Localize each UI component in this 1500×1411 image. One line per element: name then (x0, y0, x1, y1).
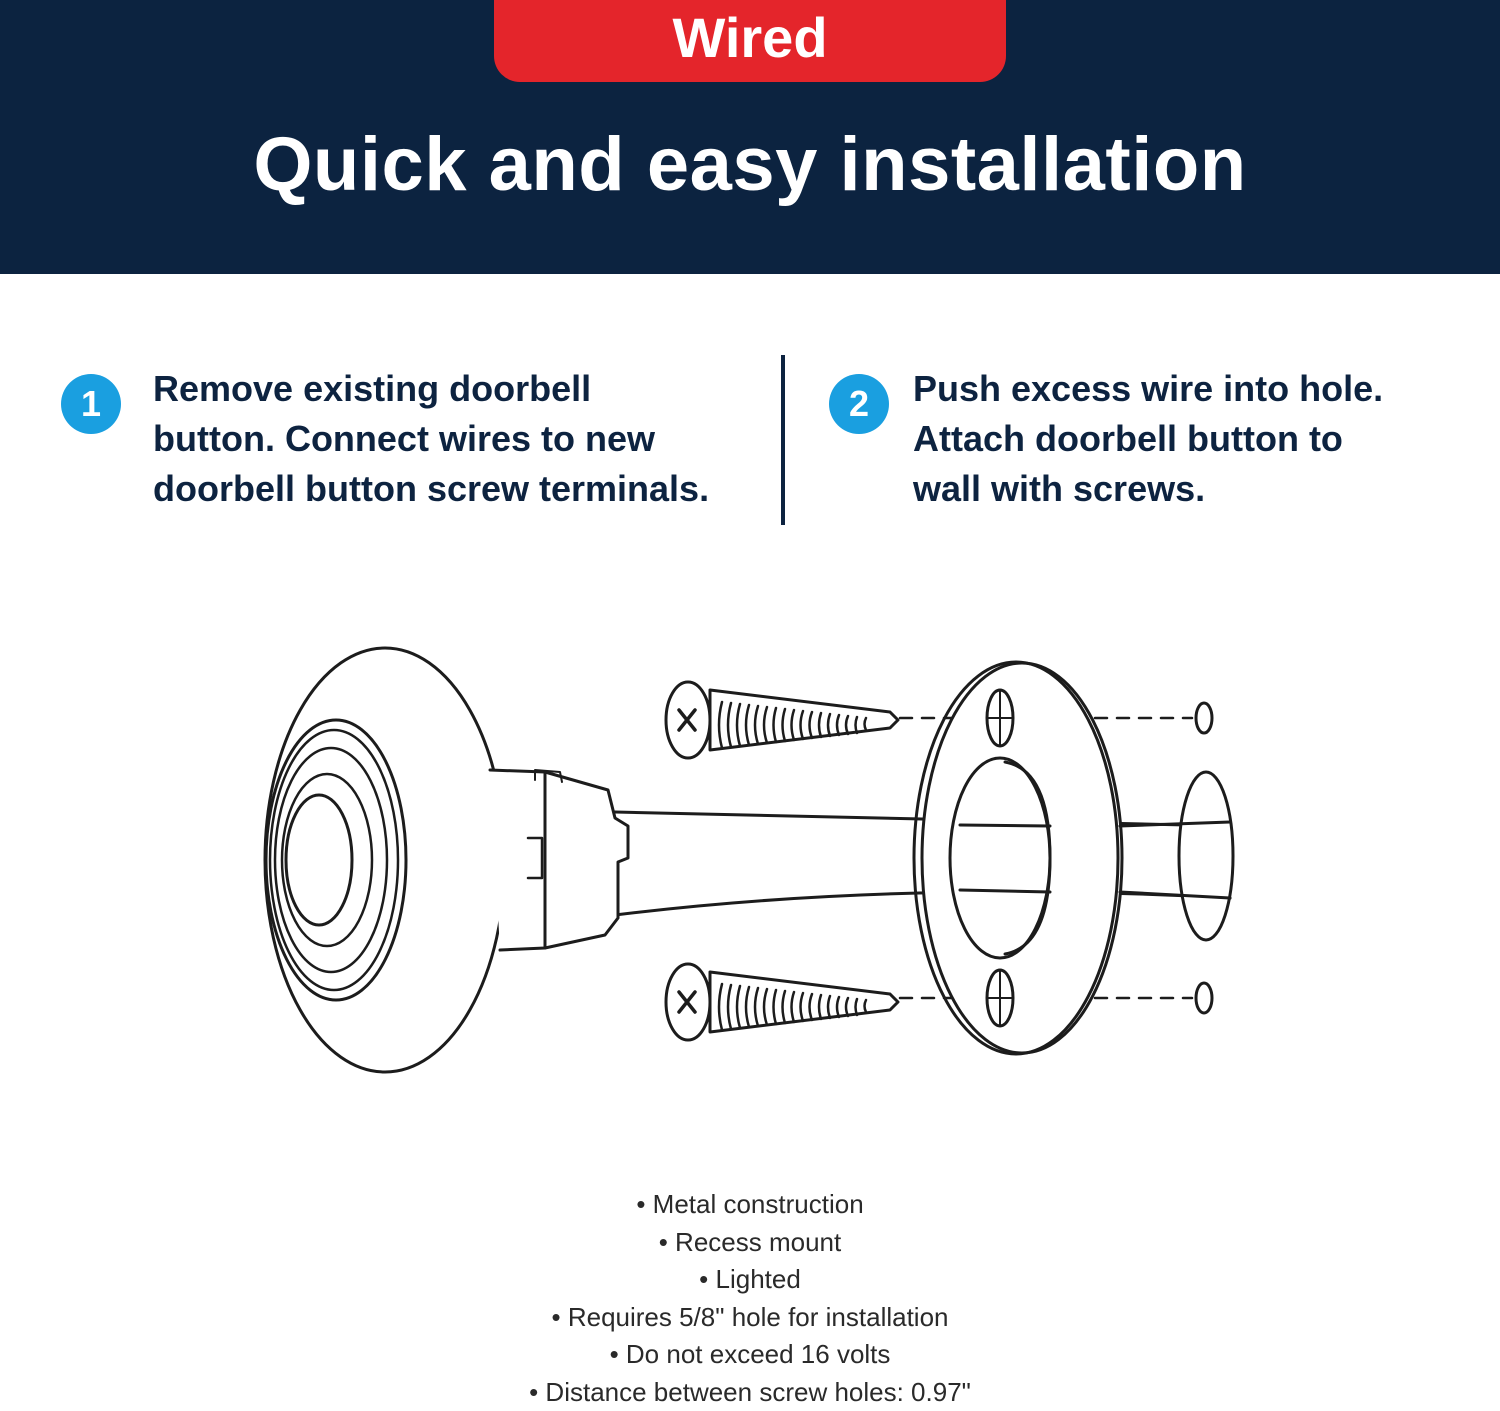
wall-hole-illustration (1120, 703, 1233, 1013)
mounting-plate-illustration (914, 662, 1122, 1054)
feature-item: • Metal construction (0, 1186, 1500, 1224)
feature-item: • Requires 5/8" hole for installation (0, 1299, 1500, 1337)
feature-list (0, 1186, 1500, 1411)
feature-item: • Recess mount (0, 1224, 1500, 1262)
bottom-screw-illustration (666, 964, 898, 1040)
step-1-text (153, 364, 763, 514)
step-1-line-1: Remove existing doorbell (153, 364, 763, 414)
top-screw-illustration (666, 682, 898, 758)
page-title: Quick and easy installation (0, 120, 1500, 210)
step-2-line-2: Attach doorbell button to (913, 414, 1473, 464)
installation-diagram (230, 630, 1270, 1090)
feature-item: • Distance between screw holes: 0.97" (0, 1374, 1500, 1411)
doorbell-button-illustration (265, 648, 628, 1072)
feature-item: • Lighted (0, 1261, 1500, 1299)
header-banner (0, 0, 1500, 274)
step-2-line-3: wall with screws. (913, 464, 1473, 514)
step-divider (781, 355, 785, 525)
wired-badge: Wired (494, 0, 1006, 82)
step-1-line-3: doorbell button screw terminals. (153, 464, 763, 514)
step-2-line-1: Push excess wire into hole. (913, 364, 1473, 414)
step-1-number-badge: 1 (61, 374, 121, 434)
step-2-text (913, 364, 1473, 514)
feature-item: • Do not exceed 16 volts (0, 1336, 1500, 1374)
step-2-number-badge: 2 (829, 374, 889, 434)
step-1-line-2: button. Connect wires to new (153, 414, 763, 464)
